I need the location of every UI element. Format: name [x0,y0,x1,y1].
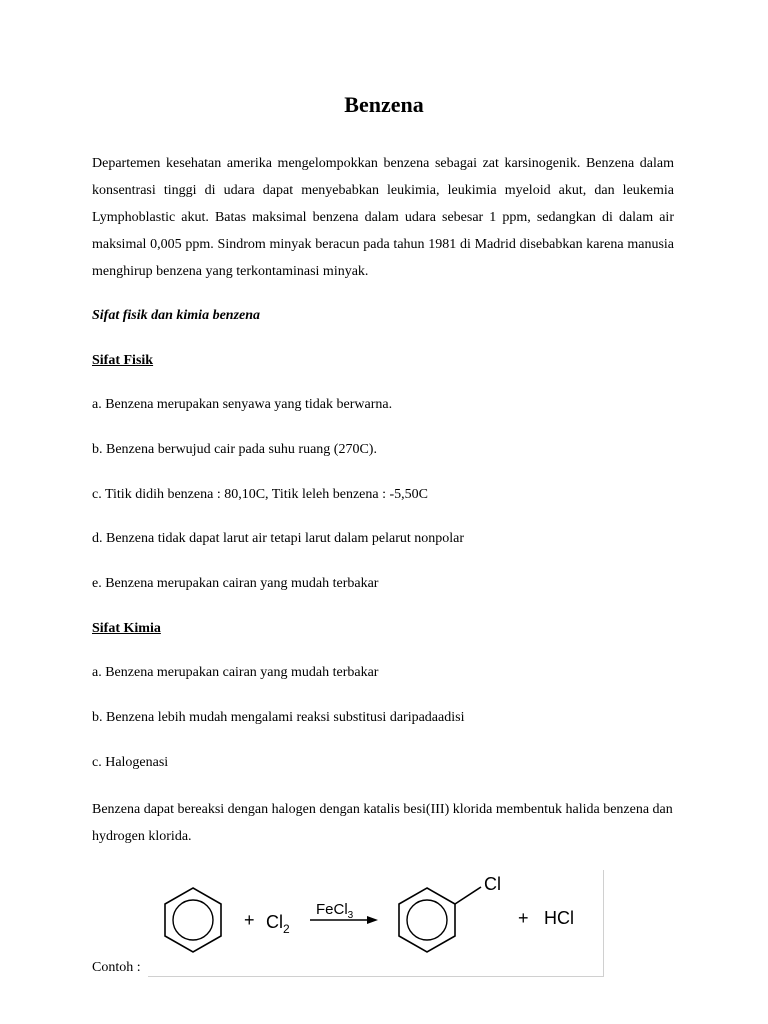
svg-text:FeCl3 [316,901,354,921]
plus-sign-2: + [518,908,529,928]
product-hcl: HCl [544,908,574,928]
chlorobenzene-ring-product [399,887,481,952]
plus-sign-1: + [244,910,255,930]
physical-item-c: c. Titik didih benzena : 80,10C, Titik leleh benzena : -5,50C [92,487,428,502]
catalyst-subscript: 3 [347,910,354,921]
physical-item-b: b. Benzena berwujud cair pada suhu ruang (270C). [92,442,377,457]
catalyst-label: FeCl [316,901,348,918]
document-title: Benzena [344,92,424,117]
chloro-substituent-label: Cl [484,874,501,894]
chemical-item-a: a. Benzena merupakan cairan yang mudah terbakar [92,665,379,680]
chemical-item-c: c. Halogenasi [92,755,169,770]
physical-item-d: d. Benzena tidak dapat larut air tetapi larut dalam pelarut nonpolar [92,531,465,546]
benzene-ring-reactant [165,888,221,952]
svg-text:Cl2 [266,912,290,936]
halogenation-paragraph: Benzena dapat bereaksi dengan halogen dengan katalis besi(III) klorida membentuk halida benzena dan hydrogen klorida. [92,802,673,844]
section-heading: Sifat fisik dan kimia benzena [92,308,261,323]
physical-item-a: a. Benzena merupakan senyawa yang tidak berwarna. [92,397,393,412]
reagent-subscript: 2 [283,922,290,936]
halogenation-reaction-diagram [148,870,604,977]
reagent-chlorine: Cl [266,912,283,932]
physical-item-e: e. Benzena merupakan cairan yang mudah terbakar [92,576,379,591]
intro-paragraph: Departemen kesehatan amerika mengelompokkan benzena sebagai zat karsinogenik. Benzena dalam konsentrasi tinggi di udara dapat menyebabkan leukimia, leukimia myeloid akut, dan leukemia Lymphoblastic akut. Batas maksimal benzena dalam udara sebesar 1 ppm, sedangkan di dalam air maksimal 0,005 ppm. Sindrom minyak beracun pada tahun 1981 di Madrid disebabkan karena manusia menghirup benzena yang terkontaminasi minyak. [92,156,674,279]
reaction-svg [148,870,603,976]
chemical-item-b: b. Benzena lebih mudah mengalami reaksi substitusi daripadaadisi [92,710,465,725]
example-label: Contoh : [92,960,141,975]
physical-heading: Sifat Fisik [92,353,154,368]
chemical-heading: Sifat Kimia [92,621,161,636]
